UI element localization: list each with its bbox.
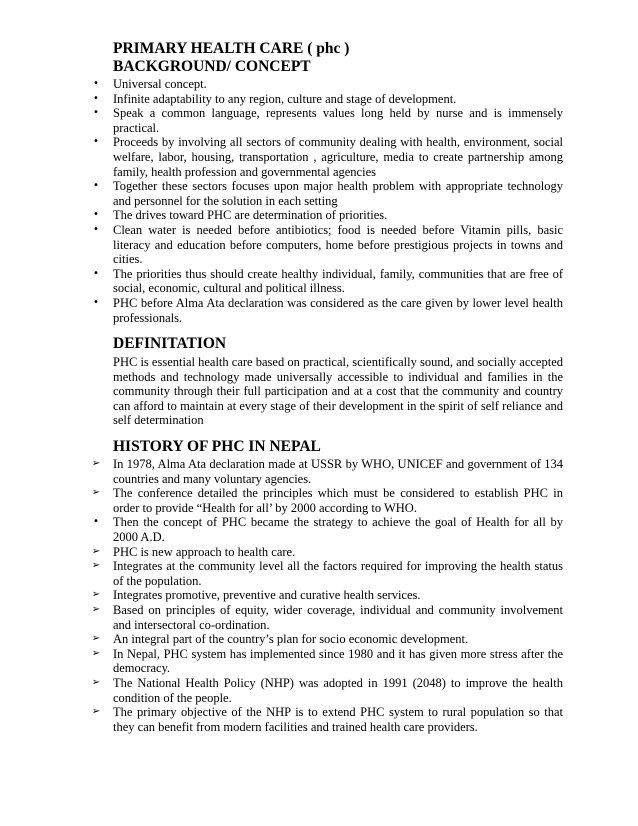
bullet-icon: • — [93, 223, 99, 235]
list-item: • The priorities thus should create healthy individual, family, communities that are free of social, economic, cultural and political illness. — [113, 267, 563, 296]
arrow-bullet-icon: ➢ — [91, 604, 101, 615]
history-heading: HISTORY OF PHC IN NEPAL — [113, 438, 321, 456]
arrow-bullet-icon: ➢ — [91, 633, 101, 645]
list-item: ➢ Based on principles of equity, wider coverage, individual and community involvement and intersectoral co-ordination. — [113, 603, 563, 632]
bullet-icon: • — [93, 78, 99, 89]
list-item: • Speak a common language, represents values long held by nurse and is immensely practical. — [113, 106, 563, 135]
arrow-bullet-icon: ➢ — [91, 647, 101, 659]
bullet-icon: • — [93, 180, 99, 192]
background-heading: BACKGROUND/ CONCEPT — [113, 58, 311, 75]
bullet-icon: • — [93, 92, 99, 104]
arrow-bullet-icon: ➢ — [91, 560, 101, 572]
list-item: • PHC before Alma Ata declaration was considered as the care given by lower level health professionals. — [113, 296, 563, 325]
bullet-icon: • — [93, 267, 99, 279]
background-list — [93, 77, 563, 325]
list-item: ➢ Integrates promotive, preventive and curative health services. — [113, 588, 563, 603]
arrow-bullet-icon: ➢ — [91, 487, 101, 499]
list-item: • The drives toward PHC are determination of priorities. — [113, 208, 563, 223]
list-item: • Then the concept of PHC became the strategy to achieve the goal of Health for all by 2000 A.D. — [113, 515, 563, 544]
list-item: • Infinite adaptability to any region, culture and stage of development. — [113, 92, 563, 107]
list-item: • Together these sectors focuses upon major health problem with appropriate technology and personnel for the solution in each setting — [113, 179, 563, 208]
definition-heading: DEFINITATION — [113, 335, 227, 353]
list-item: ➢ An integral part of the country’s plan for socio economic development. — [113, 632, 563, 647]
history-list — [91, 457, 563, 734]
arrow-bullet-icon: ➢ — [91, 676, 101, 688]
document-body — [91, 40, 563, 734]
arrow-bullet-icon: ➢ — [91, 706, 101, 718]
list-item: ➢ Integrates at the community level all the factors required for improving the health status of the population. — [113, 559, 563, 588]
bullet-icon: • — [93, 136, 99, 148]
definition-text: PHC is essential health care based on practical, scientifically sound, and socially accepted methods and technology made universally accessible to individual and families in the community through their full participation and at a cost that the community and country can afford to maintain at every stage of their development in the spirit of self reliance and self determination — [113, 355, 563, 428]
bullet-icon: • — [93, 296, 99, 308]
list-item: ➢ In 1978, Alma Ata declaration made at USSR by WHO, UNICEF and government of 134 countries and many voluntary agencies. — [113, 457, 563, 486]
list-item: ➢ In Nepal, PHC system has implemented since 1980 and it has given more stress after the democracy. — [113, 647, 563, 676]
list-item: • Universal concept. — [113, 77, 563, 92]
list-item: ➢ The conference detailed the principles which must be considered to establish PHC in order to provide “Health for all’ by 2000 according to WHO. — [113, 486, 563, 515]
document-title: PRIMARY HEALTH CARE ( phc ) — [113, 40, 350, 57]
bullet-icon: • — [93, 209, 99, 221]
list-item: • Proceeds by involving all sectors of community dealing with health, environment, social welfare, labor, housing, transportation , agriculture, media to create partnership among family, health profession and governmental agencies — [113, 135, 563, 179]
list-item: • Clean water is needed before antibiotics; food is needed before Vitamin pills, basic literacy and education before computers, home before prestigious projects in towns and cities. — [113, 223, 563, 267]
list-item: ➢ PHC is new approach to health care. — [113, 545, 563, 560]
list-item: ➢ The National Health Policy (NHP) was adopted in 1991 (2048) to improve the health condition of the people. — [113, 676, 563, 705]
list-item: ➢ The primary objective of the NHP is to extend PHC system to rural population so that they can benefit from modern facilities and trained health care providers. — [113, 705, 563, 734]
arrow-bullet-icon: ➢ — [91, 589, 101, 601]
bullet-icon: • — [93, 107, 99, 119]
arrow-bullet-icon: ➢ — [91, 545, 101, 557]
bullet-icon: • — [93, 516, 99, 528]
arrow-bullet-icon: ➢ — [91, 458, 101, 470]
